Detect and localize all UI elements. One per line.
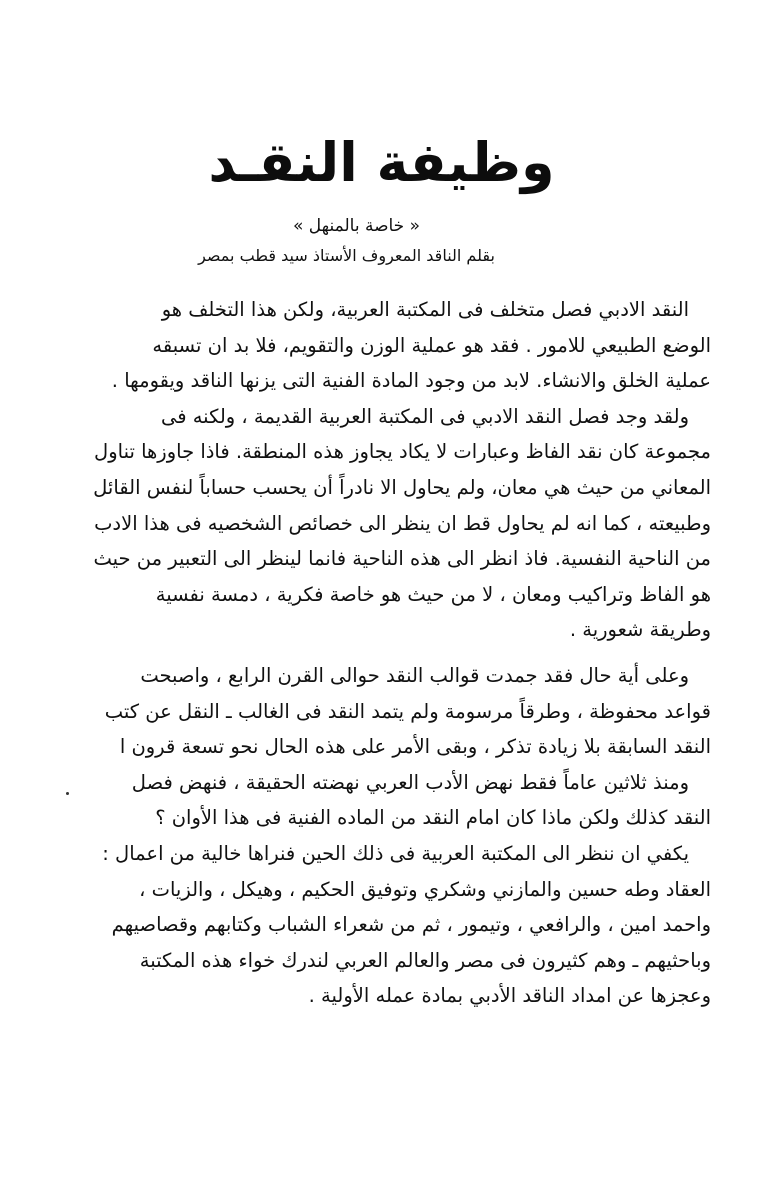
text-line: الوضع الطبيعي للامور . فقد هو عملية الوزن والتقويم، فلا بد ان تسبقه: [152, 333, 711, 357]
text-line: وطبيعته ، كما انه لم يحاول قط ان ينظر الى خصائص الشخصيه فى هذا الادب: [94, 511, 711, 535]
text-line: وعجزها عن امداد الناقد الأدبي بمادة عمله الأولية .: [308, 984, 711, 1008]
text-line: العقاد وطه حسين والمازني وشكري وتوفيق الحكيم ، وهيكل ، والزيات ،: [139, 877, 711, 901]
text-line: يكفي ان ننظر الى المكتبة العربية فى ذلك الحين فنراها خالية من اعمال :: [102, 841, 689, 865]
text-line: وباحثيهم ـ وهم كثيرون فى مصر والعالم العربي لندرك خواء هذه المكتبة: [139, 948, 711, 972]
article-body: [51, 292, 711, 1014]
text-line: هو الفاظ وتراكيب ومعان ، لا من حيث هو خاصة فكرية ، دمسة نفسية: [155, 582, 711, 606]
text-line: النقد الادبي فصل متخلف فى المكتبة العربية، ولكن هذا التخلف هو: [161, 298, 689, 321]
text-line: ومنذ ثلاثين عاماً فقط نهض الأدب العربي نهضته الحقيقة ، فنهض فصل: [131, 770, 689, 794]
exclusive-note: « خاصة بالمنهل »: [292, 216, 420, 236]
text-line: النقد كذلك ولكن ماذا كان امام النقد من الماده الفنية فى هذا الأوان ؟: [155, 806, 711, 830]
author-byline: بقلم الناقد المعروف الأستاذ سيد قطب بمصر: [198, 246, 495, 265]
text-line: ولقد وجد فصل النقد الادبي فى المكتبة العربية القديمة ، ولكنه فى: [160, 404, 689, 428]
text-line: المعاني من حيث هي معان، ولم يحاول الا نادراً أن يحسب حساباً لنفس القائل: [93, 475, 711, 499]
text-line: مجموعة كان نقد الفاظ وعبارات لا يكاد يجاوز هذه المنطقة. فاذا جاوزها تناول: [94, 440, 711, 464]
text-line: واحمد امين ، والرافعي ، وتيمور ، ثم من شعراء الشباب وكتابهم وقصاصيهم: [111, 913, 711, 937]
text-line: قواعد محفوظة ، وطرقاً مرسومة ولم يتمد النقد فى الغالب ـ النقل عن كتب: [104, 699, 711, 723]
scan-speck: [66, 792, 69, 795]
text-line: من الناحية النفسية. فاذ انظر الى هذه الناحية فانما لينظر الى التعبير من حيث: [93, 547, 711, 571]
text-line: وطريقة شعورية .: [569, 618, 711, 642]
text-line: عملية الخلق والانشاء. لابد من وجود المادة الفنية التى يزنها الناقد ويقومها .: [111, 369, 711, 393]
article-title: وظيفة النقـد: [208, 131, 555, 194]
text-line: النقد السابقة بلا زيادة تذكر ، وبقى الأمر على هذه الحال نحو تسعة قرون ا: [119, 735, 711, 759]
text-line: وعلى أية حال فقد جمدت قوالب النقد حوالى القرن الرابع ، واصبحت: [140, 663, 689, 687]
